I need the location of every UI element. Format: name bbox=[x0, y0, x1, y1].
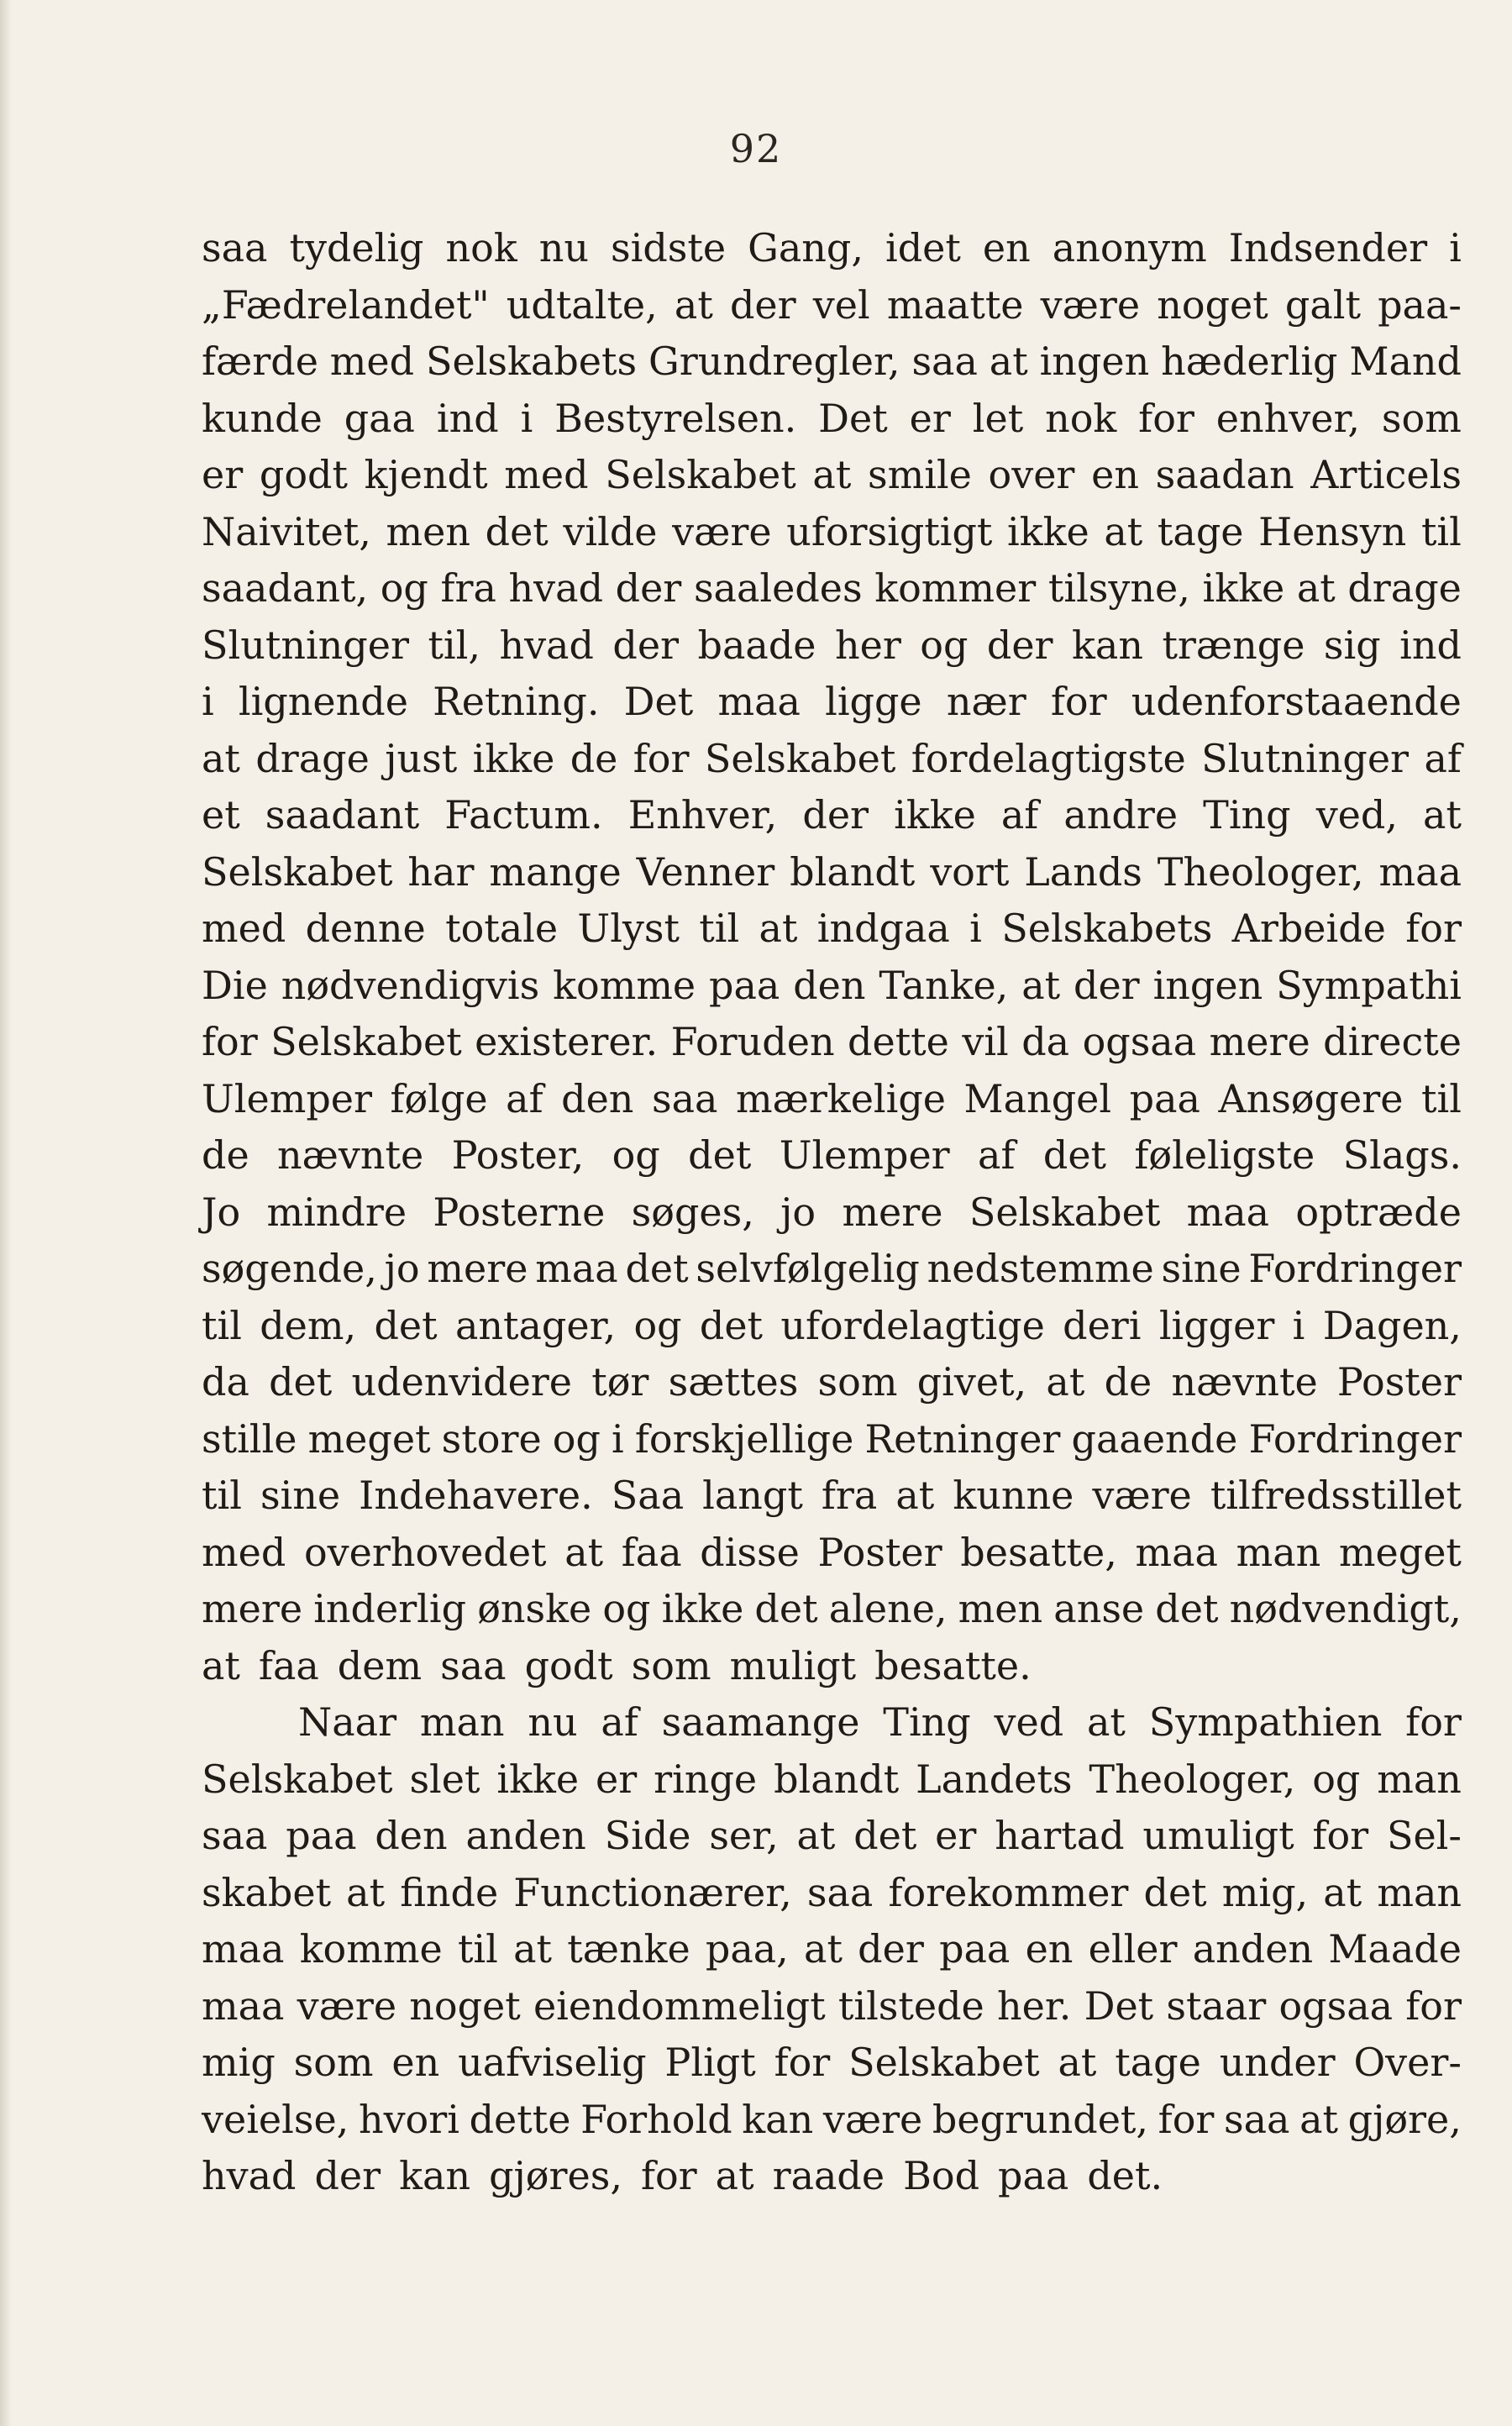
paragraph-2 bbox=[202, 1694, 1462, 2205]
text-line: saa tydelig nok nu sidste Gang, idet en anonym Indsender i bbox=[202, 225, 1462, 270]
text-line: maa være noget eiendommeligt tilstede her. Det staar ogsaa for bbox=[202, 1982, 1462, 2029]
text-line: Slutninger til, hvad der baade her og der kan trænge sig ind bbox=[202, 622, 1462, 668]
text-line: at drage just ikke de for Selskabet fordelagtigste Slutninger af bbox=[202, 735, 1462, 781]
text-line: de nævnte Poster, og det Ulemper af det føleligste Slags. bbox=[202, 1132, 1462, 1178]
text-line: Die nødvendigvis komme paa den Tanke, at der ingen Sympathi bbox=[202, 962, 1462, 1008]
text-line: med denne totale Ulyst til at indgaa i Selskabets Arbeide for bbox=[202, 906, 1462, 951]
page-number: 92 bbox=[729, 126, 783, 171]
text-line: til sine Indehavere. Saa langt fra at kunne være tilfredsstillet bbox=[202, 1473, 1462, 1518]
text-line: at faa dem saa godt som muligt besatte. bbox=[202, 1642, 1032, 1688]
text-line: mere inderlig ønske og ikke det alene, men anse det nødvendigt, bbox=[202, 1586, 1462, 1631]
text-line: veielse, hvori dette Forhold kan være begrundet, for saa at gjøre, bbox=[202, 2096, 1462, 2142]
text-line: „Fædrelandet" udtalte, at der vel maatte være noget galt paa- bbox=[202, 281, 1462, 328]
text-line: da det udenvidere tør sættes som givet, at de nævnte Poster bbox=[202, 1359, 1462, 1405]
text-line: med overhovedet at faa disse Poster besatte, maa man meget bbox=[202, 1529, 1462, 1575]
text-line: Selskabet slet ikke er ringe blandt Landets Theologer, og man bbox=[202, 1756, 1462, 1802]
text-line: kunde gaa ind i Bestyrelsen. Det er let nok for enhver, som bbox=[202, 395, 1462, 441]
text-line: Naivitet, men det vilde være uforsigtigt ikke at tage Hensyn til bbox=[202, 508, 1462, 554]
text-line: for Selskabet existerer. Foruden dette vil da ogsaa mere directe bbox=[202, 1019, 1462, 1064]
text-line: Jo mindre Posterne søges, jo mere Selskabet maa optræde bbox=[202, 1189, 1462, 1235]
text-line: et saadant Factum. Enhver, der ikke af andre Ting ved, at bbox=[202, 792, 1462, 838]
paragraph-1 bbox=[202, 220, 1462, 1694]
text-line: hvad der kan gjøres, for at raade Bod paa det. bbox=[202, 2153, 1163, 2198]
text-line: saadant, og fra hvad der saaledes kommer tilsyne, ikke at drage bbox=[202, 565, 1462, 611]
text-line: saa paa den anden Side ser, at det er hartad umuligt for Sel- bbox=[202, 1813, 1462, 1858]
text-line: stille meget store og i forskjellige Retninger gaaende Fordringer bbox=[202, 1415, 1462, 1462]
text-line: Naar man nu af saamange Ting ved at Sympathien for bbox=[298, 1699, 1462, 1745]
text-line: til dem, det antager, og det ufordelagtige deri ligger i Dagen, bbox=[202, 1302, 1462, 1348]
text-line: maa komme til at tænke paa, at der paa en eller anden Maade bbox=[202, 1926, 1462, 1972]
text-line: i lignende Retning. Det maa ligge nær for udenforstaaende bbox=[202, 679, 1462, 724]
text-line: Ulemper følge af den saa mærkelige Mangel paa Ansøgere til bbox=[202, 1075, 1462, 1121]
text-line: mig som en uafviselig Pligt for Selskabet at tage under Over- bbox=[202, 2040, 1462, 2085]
body-text bbox=[202, 220, 1462, 2205]
page-edge-shadow bbox=[0, 0, 12, 2426]
text-line: søgende, jo mere maa det selvfølgelig nedstemme sine Fordringer bbox=[202, 1246, 1462, 1291]
text-line: er godt kjendt med Selskabet at smile over en saadan Articels bbox=[202, 452, 1462, 497]
text-line: Selskabet har mange Venner blandt vort Lands Theologer, maa bbox=[202, 848, 1462, 895]
text-line: skabet at finde Functionærer, saa forekommer det mig, at man bbox=[202, 1869, 1462, 1915]
text-line: færde med Selskabets Grundregler, saa at ingen hæderlig Mand bbox=[202, 339, 1462, 384]
